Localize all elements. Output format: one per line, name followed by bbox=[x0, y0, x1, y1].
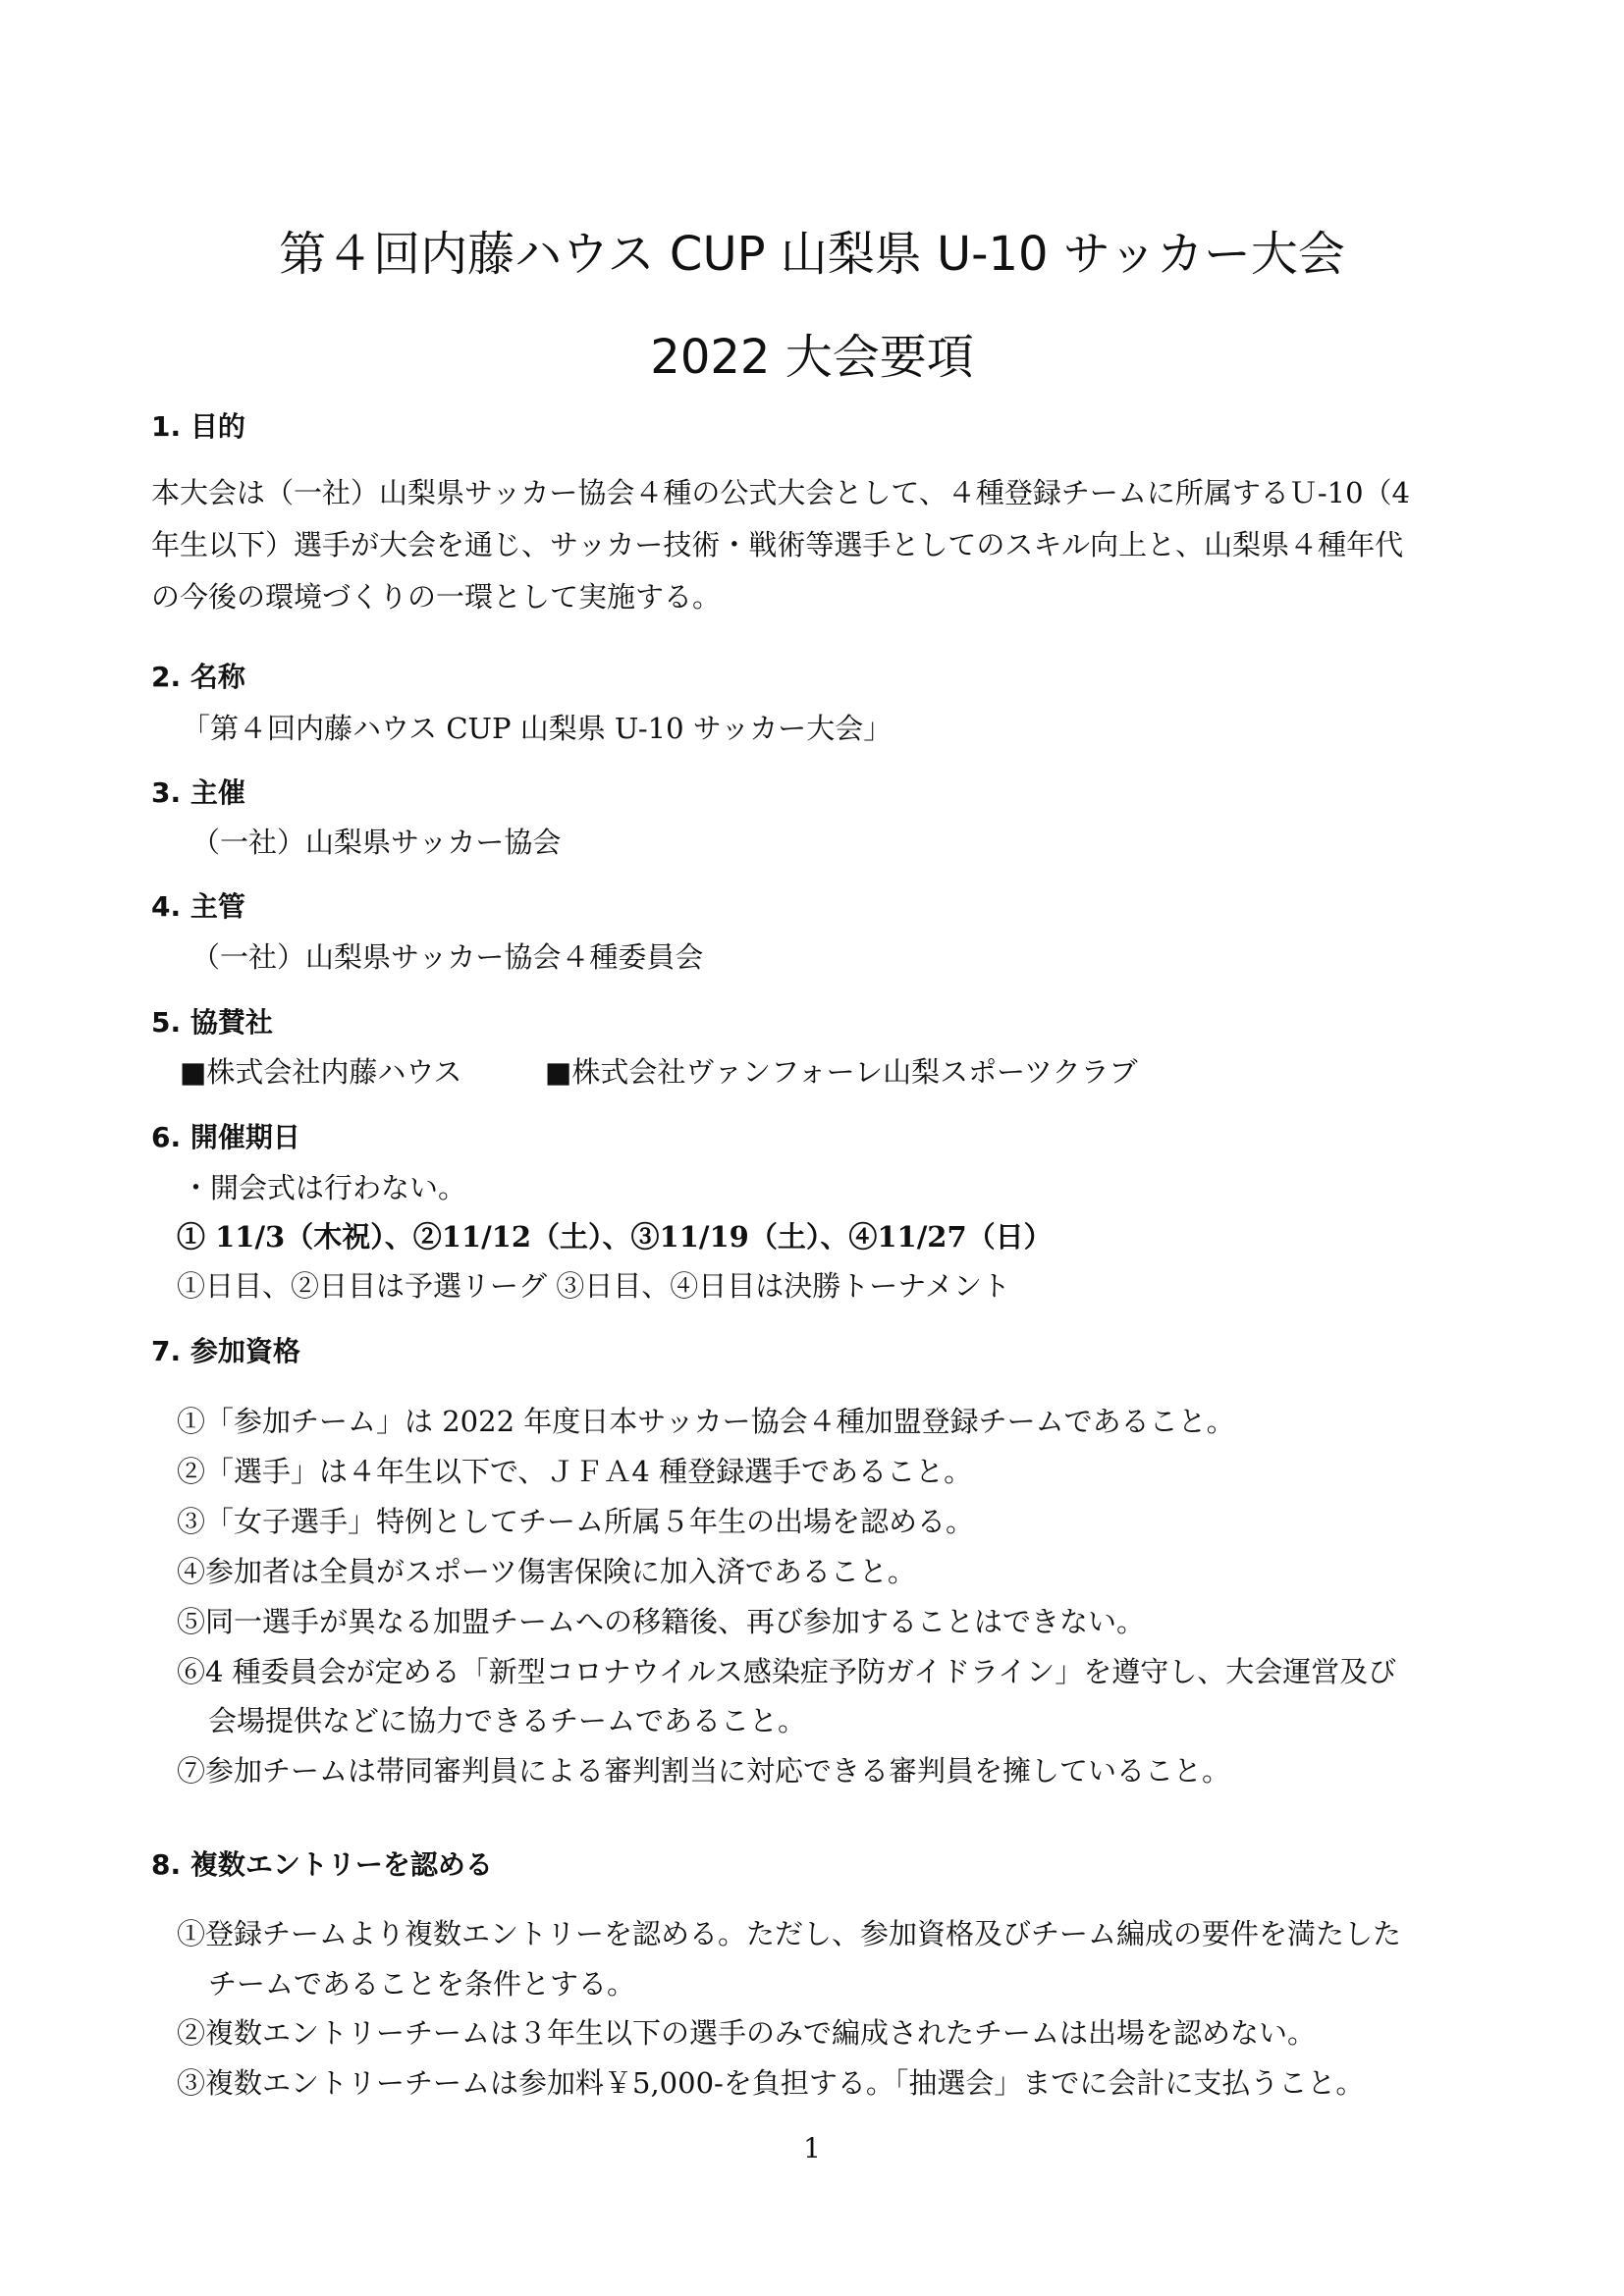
section-1-line-2: 年生以下）選手が大会を通じ、サッカー技術・戦術等選手としてのスキル向上と、山梨県４種年代 bbox=[151, 528, 1404, 561]
document-subtitle: 2022 大会要項 bbox=[650, 330, 974, 385]
section-6-heading: 6. 開催期日 bbox=[151, 1121, 300, 1153]
section-7-item-6: ⑥4 種委員会が定める「新型コロナウイルス感染症予防ガイドライン」を遵守し、大会運営及び bbox=[177, 1655, 1397, 1688]
section-7-item-7: ⑦参加チームは帯同審判員による審判割当に対応できる審判員を擁していること。 bbox=[177, 1754, 1231, 1788]
section-8-heading: 8. 複数エントリーを認める bbox=[151, 1848, 493, 1881]
section-8-item-1: ①登録チームより複数エントリーを認める。ただし、参加資格及びチーム編成の要件を満たした bbox=[177, 1917, 1402, 1950]
section-7-item-3: ③「女子選手」特例としてチーム所属５年生の出場を認める。 bbox=[177, 1505, 975, 1538]
sponsor-2: ■株式会社ヴァンフォーレ山梨スポーツクラブ bbox=[545, 1055, 1138, 1089]
section-3-line-1: （一社）山梨県サッカー協会 bbox=[191, 826, 562, 859]
section-7-heading: 7. 参加資格 bbox=[151, 1335, 300, 1367]
sponsor-1: ■株式会社内藤ハウス bbox=[180, 1055, 462, 1089]
page-number: 1 bbox=[803, 2132, 821, 2164]
section-5-heading: 5. 協賛社 bbox=[151, 1006, 273, 1039]
section-1-line-3: の今後の環境づくりの一環として実施する。 bbox=[151, 580, 722, 614]
section-8-item-2: ②複数エントリーチームは３年生以下の選手のみで編成されたチームは出場を認めない。 bbox=[177, 2016, 1317, 2050]
section-7-item-4: ④参加者は全員がスポーツ傷害保険に加入済であること。 bbox=[177, 1555, 916, 1588]
section-7-item-6-cont: 会場提供などに協力できるチームであること。 bbox=[208, 1704, 807, 1737]
section-8-item-1-cont: チームであることを条件とする。 bbox=[208, 1967, 636, 2001]
section-3-heading: 3. 主催 bbox=[151, 776, 245, 809]
section-8-item-3: ③複数エントリーチームは参加料￥5,000-を負担する。「抽選会」までに会計に支払うこと。 bbox=[177, 2066, 1365, 2100]
section-6-dates: ① 11/3（木祝）、②11/12（土）、③11/19（土）、④11/27（日） bbox=[177, 1220, 1053, 1254]
document-title: 第４回内藤ハウス CUP 山梨県 U-10 サッカー大会 bbox=[279, 227, 1345, 282]
section-4-heading: 4. 主管 bbox=[151, 890, 245, 923]
section-1-heading: 1. 目的 bbox=[151, 410, 245, 443]
section-2-heading: 2. 名称 bbox=[151, 661, 245, 693]
section-7-item-1: ①「参加チーム」は 2022 年度日本サッカー協会４種加盟登録チームであること。 bbox=[177, 1405, 1235, 1438]
section-7-item-5: ⑤同一選手が異なる加盟チームへの移籍後、再び参加することはできない。 bbox=[177, 1605, 1146, 1638]
section-6-line-3: ①日目、②日目は予選リーグ ③日目、④日目は決勝トーナメント bbox=[177, 1269, 1011, 1303]
section-4-line-1: （一社）山梨県サッカー協会４種委員会 bbox=[191, 940, 704, 974]
section-6-line-1: ・開会式は行わない。 bbox=[182, 1171, 467, 1204]
section-2-line-1: 「第４回内藤ハウス CUP 山梨県 U-10 サッカー大会」 bbox=[182, 712, 893, 745]
section-1-line-1: 本大会は（一社）山梨県サッカー協会４種の公式大会として、４種登録チームに所属するＵ-10（4 bbox=[151, 476, 1410, 509]
section-7-item-2: ②「選手」は４年生以下で、ＪＦＡ4 種登録選手であること。 bbox=[177, 1455, 973, 1488]
